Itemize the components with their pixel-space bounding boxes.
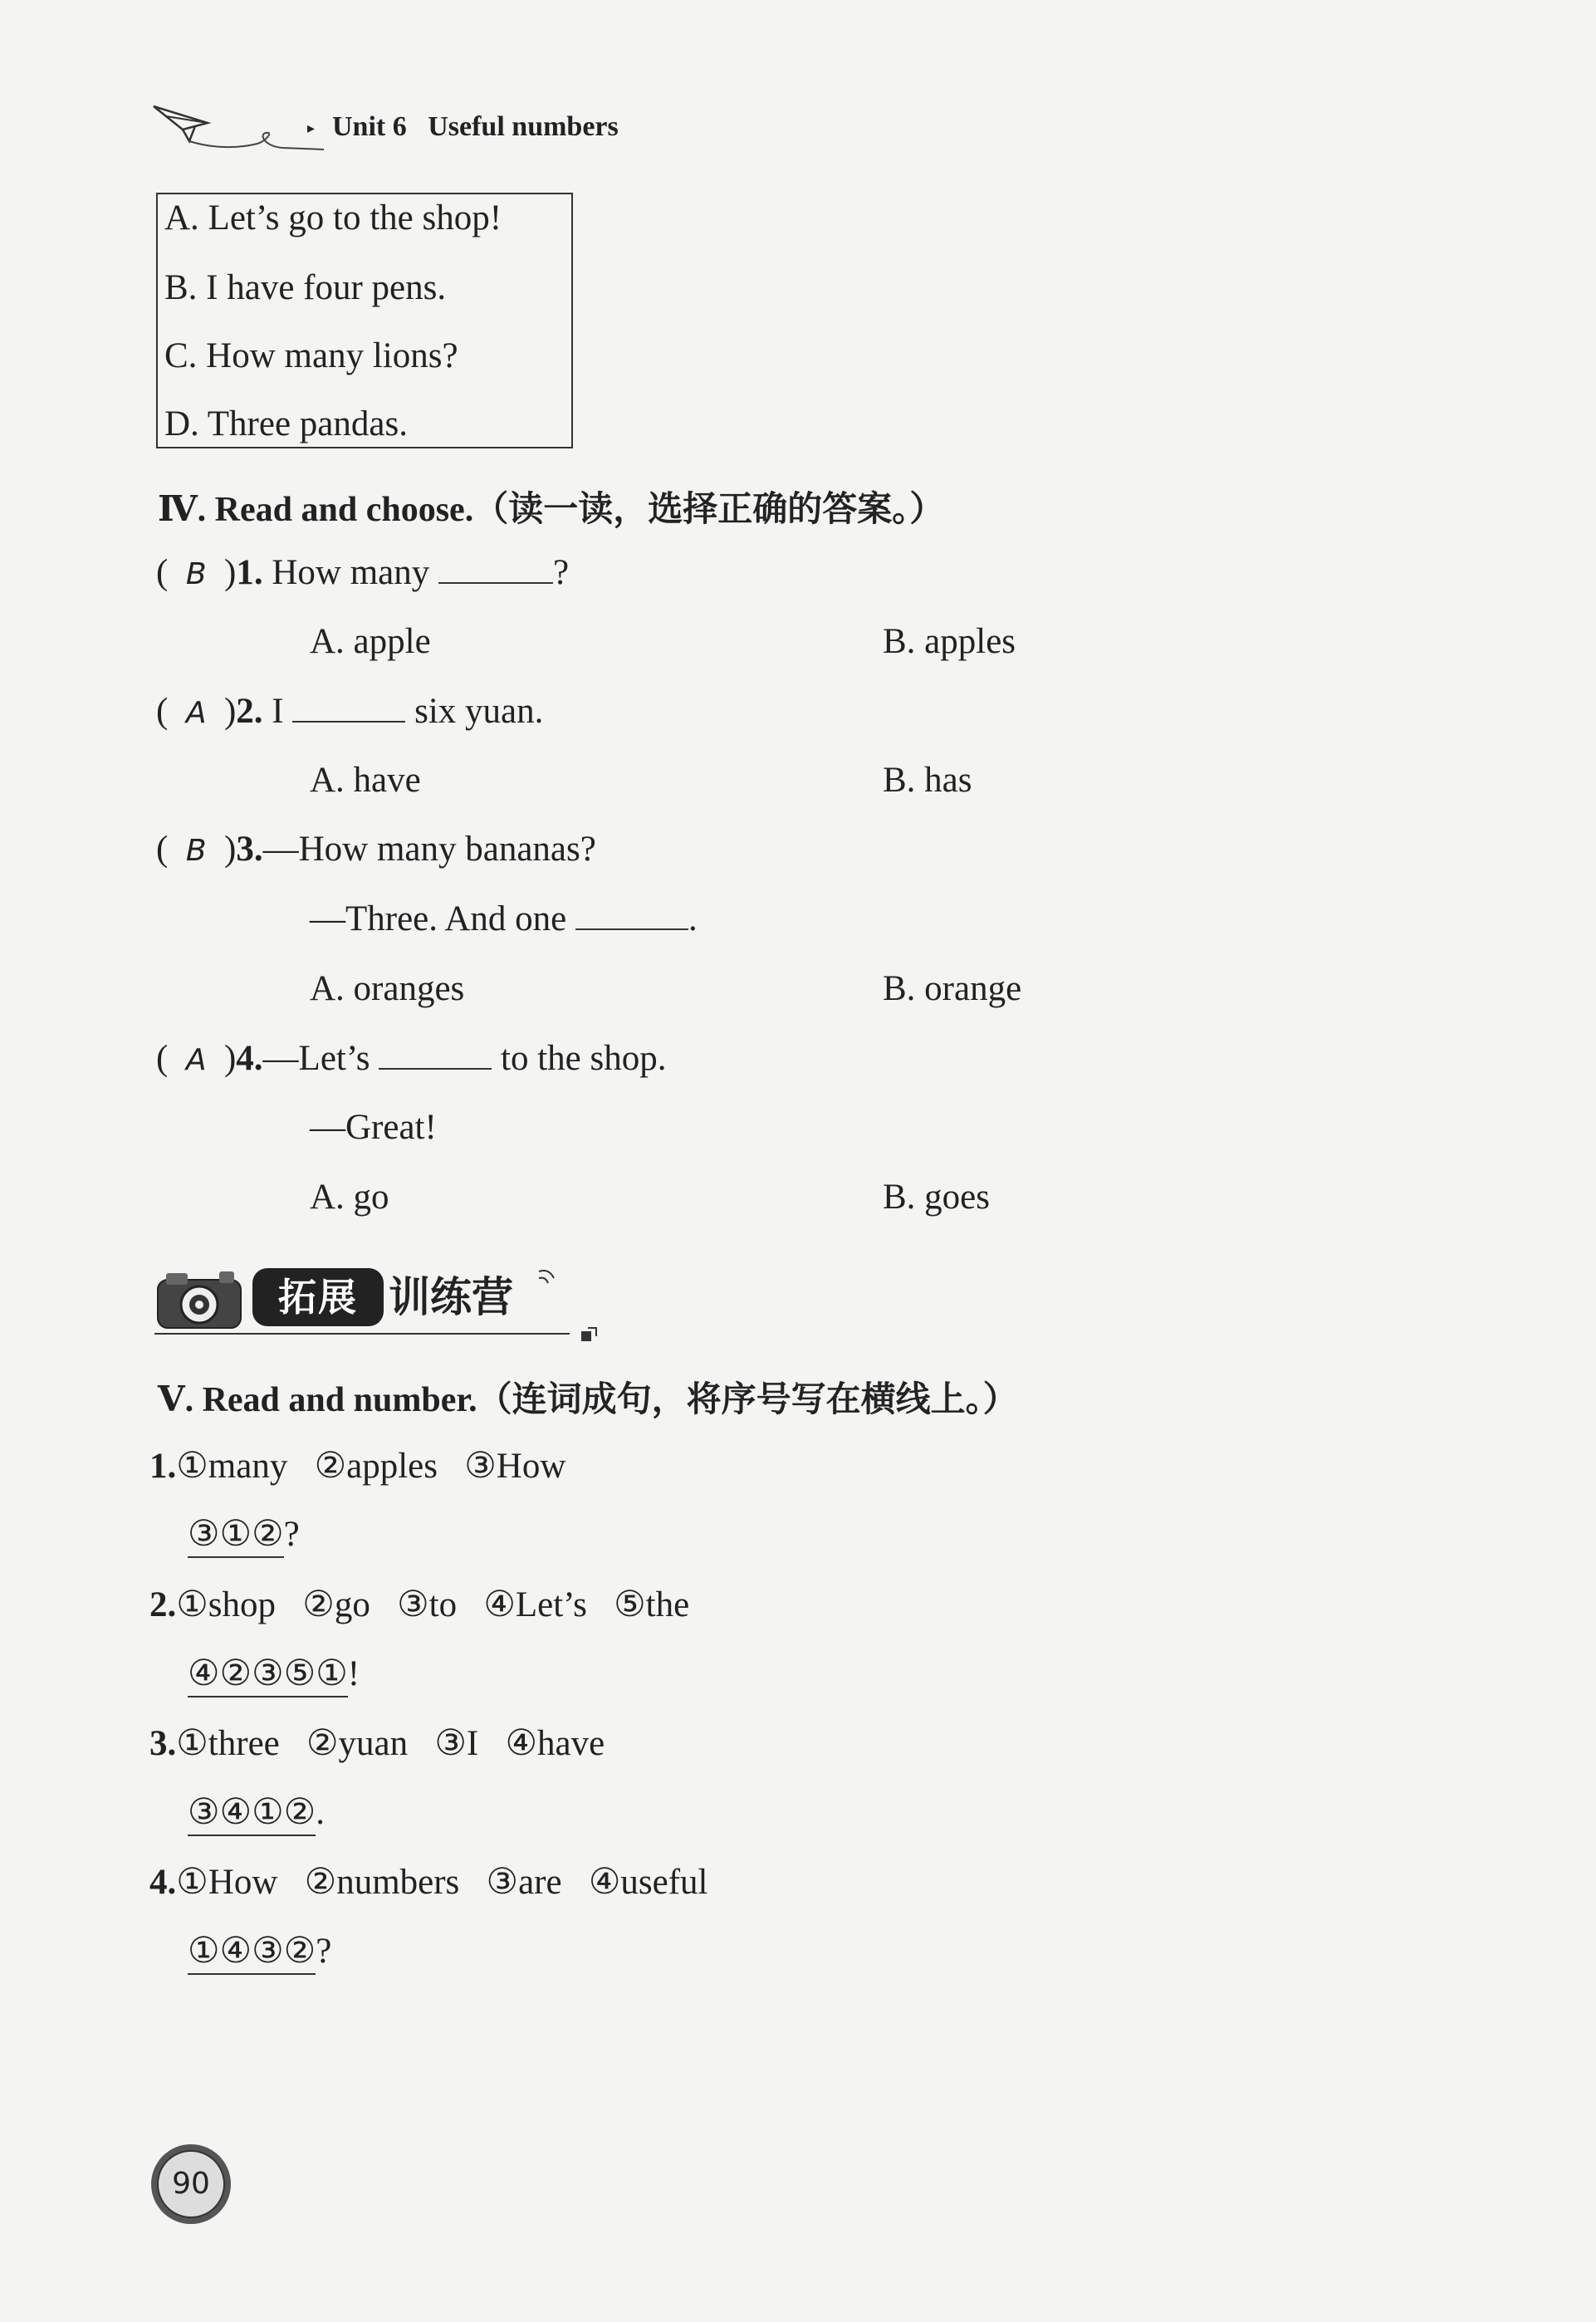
camera-icon (154, 1266, 246, 1333)
blank[interactable] (438, 552, 553, 584)
box-line-a: A. Let’s go to the shop! (164, 198, 502, 238)
option-4b: B. goes (883, 1178, 990, 1217)
page-number: 90 (172, 2167, 210, 2201)
paper-plane-icon (149, 98, 332, 156)
option-4a: A. go (310, 1178, 389, 1217)
box-line-c: C. How many lions? (164, 336, 458, 375)
answer-2: A (185, 696, 207, 730)
option-box (156, 193, 573, 448)
reorder-answer-3: ③④①②. (188, 1791, 325, 1836)
answer-1: B (185, 557, 207, 591)
option-3b: B. orange (883, 969, 1022, 1008)
box-line-b: B. I have four pens. (164, 268, 447, 307)
page-header (149, 98, 731, 164)
option-3a: A. oranges (310, 969, 465, 1008)
answer-3: B (185, 834, 207, 868)
unit-title: Useful numbers (428, 111, 619, 142)
blank[interactable] (575, 899, 688, 930)
question-4-line-2: —Great! (310, 1108, 437, 1147)
option-1a: A. apple (310, 622, 431, 661)
reorder-item-3: 3.①three ②yuan ③I ④have (149, 1724, 605, 1763)
question-1: ( B )1. How many ? (156, 553, 570, 592)
reorder-item-2: 2.①shop ②go ③to ④Let’s ⑤the (149, 1585, 690, 1624)
arrow-right-icon: ▸ (307, 120, 316, 137)
blank[interactable] (379, 1038, 492, 1070)
answer-4: A (185, 1043, 207, 1077)
banner-tag: 拓展 (252, 1268, 384, 1326)
question-3-line-2: —Three. And one . (310, 899, 698, 938)
sound-wave-icon (532, 1263, 565, 1296)
banner-underline (154, 1333, 570, 1335)
option-2b: B. has (883, 761, 972, 800)
section-4-heading: Ⅳ. Read and choose.（读一读，选择正确的答案。） (158, 491, 945, 529)
corner-mark-icon (580, 1325, 600, 1345)
extension-banner (154, 1250, 619, 1341)
banner-title: 训练营 (389, 1273, 513, 1321)
option-1b: B. apples (883, 622, 1016, 661)
reorder-answer-4: ①④③②? (188, 1930, 331, 1975)
option-2a: A. have (310, 761, 421, 800)
question-3: ( B )3.—How many bananas? (156, 830, 596, 869)
question-4: ( A )4.—Let’s to the shop. (156, 1039, 667, 1078)
reorder-answer-2: ④②③⑤①! (188, 1653, 360, 1697)
question-2: ( A )2. I six yuan. (156, 692, 544, 731)
reorder-item-1: 1.①many ②apples ③How (149, 1447, 566, 1486)
unit-label: Unit 6 (332, 111, 407, 142)
reorder-answer-1: ③①②? (188, 1513, 300, 1558)
reorder-item-4: 4.①How ②numbers ③are ④useful (149, 1863, 708, 1902)
section-5-heading: Ⅴ. Read and number.（连词成句，将序号写在横线上。） (158, 1381, 1018, 1419)
page-number-badge (149, 2143, 233, 2226)
header-title (332, 111, 619, 143)
blank[interactable] (292, 691, 405, 723)
box-line-d: D. Three pandas. (164, 404, 408, 443)
